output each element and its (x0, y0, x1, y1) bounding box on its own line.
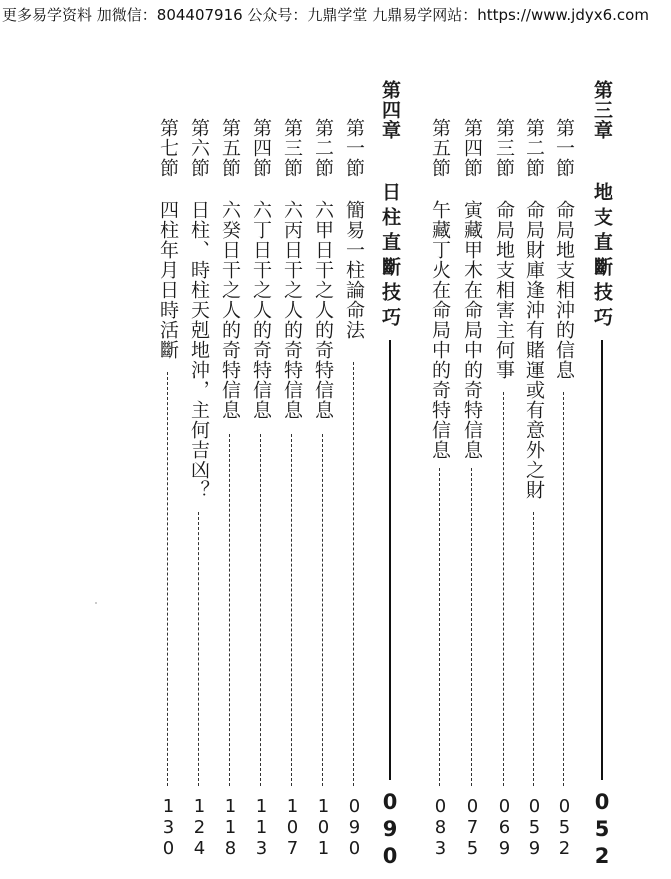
chapter-4-page: 090 (378, 790, 402, 871)
toc-entry (551, 0, 577, 879)
section-label: 第五節 (219, 118, 241, 178)
section-label: 第七節 (157, 118, 179, 178)
leader-line (389, 340, 391, 780)
section-page: 130 (158, 796, 179, 859)
toc-entry (459, 0, 485, 879)
section-label: 第三節 (281, 118, 303, 178)
leader-line (291, 434, 292, 786)
section-label: 第四節 (250, 118, 272, 178)
leader-line (563, 392, 564, 786)
chapter-4-heading (377, 0, 403, 879)
section-page: 059 (524, 796, 545, 859)
section-page: 075 (462, 796, 483, 859)
section-title: 午藏丁火在命局中的奇特信息 (429, 200, 451, 460)
chapter-3-page: 052 (590, 790, 614, 871)
leader-line (601, 340, 603, 780)
chapter-3-heading (589, 0, 615, 879)
toc-entry (279, 0, 305, 879)
toc-entry (186, 0, 212, 879)
section-page: 118 (220, 796, 241, 859)
section-label: 第六節 (188, 118, 210, 178)
leader-line (167, 372, 168, 786)
toc-entry (155, 0, 181, 879)
section-label: 第一節 (553, 118, 575, 178)
toc-entry (310, 0, 336, 879)
section-page: 113 (251, 796, 272, 859)
section-title: 寅藏甲木在命局中的奇特信息 (461, 200, 483, 460)
section-title: 命局財庫逢沖有賭運或有意外之財 (523, 200, 545, 500)
section-label: 第二節 (312, 118, 334, 178)
section-title: 命局地支相害主何事 (493, 200, 515, 380)
section-page: 083 (430, 796, 451, 859)
section-label: 第五節 (429, 118, 451, 178)
toc-entry (341, 0, 367, 879)
section-page: 124 (189, 796, 210, 859)
section-title: 命局地支相沖的信息 (553, 200, 575, 380)
section-page: 052 (554, 796, 575, 859)
toc-entry (248, 0, 274, 879)
section-title: 日柱、時柱天剋地沖，主何吉凶？ (188, 200, 210, 500)
section-label: 第三節 (493, 118, 515, 178)
section-page: 101 (313, 796, 334, 859)
section-page: 069 (494, 796, 515, 859)
chapter-3-title: 地支直斷技巧 (591, 182, 613, 332)
leader-line (439, 468, 440, 786)
toc-entry (217, 0, 243, 879)
chapter-4-title: 日柱直斷技巧 (379, 182, 401, 332)
section-title: 六甲日干之人的奇特信息 (312, 200, 334, 420)
leader-line (503, 392, 504, 786)
section-label: 第一節 (343, 118, 365, 178)
section-title: 四柱年月日時活斷 (157, 200, 179, 360)
section-title: 六丁日干之人的奇特信息 (250, 200, 272, 420)
leader-line (198, 512, 199, 786)
section-label: 第二節 (523, 118, 545, 178)
section-page: 107 (282, 796, 303, 859)
chapter-4-label: 第四章 (379, 80, 401, 140)
section-title: 六丙日干之人的奇特信息 (281, 200, 303, 420)
section-title: 簡易一柱論命法 (343, 200, 365, 340)
leader-line (471, 468, 472, 786)
watermark-banner: 更多易学资料 加微信：804407916 公众号：九鼎学堂 九鼎易学网站：https://www.jdyx6.com (0, 0, 671, 30)
section-label: 第四節 (461, 118, 483, 178)
scan-speck (95, 602, 97, 604)
toc-entry (491, 0, 517, 879)
toc-entry (427, 0, 453, 879)
leader-line (353, 362, 354, 786)
leader-line (229, 434, 230, 786)
chapter-3-label: 第三章 (591, 80, 613, 140)
toc-entry (521, 0, 547, 879)
leader-line (533, 512, 534, 786)
leader-line (322, 434, 323, 786)
section-page: 090 (344, 796, 365, 859)
leader-line (260, 434, 261, 786)
section-title: 六癸日干之人的奇特信息 (219, 200, 241, 420)
